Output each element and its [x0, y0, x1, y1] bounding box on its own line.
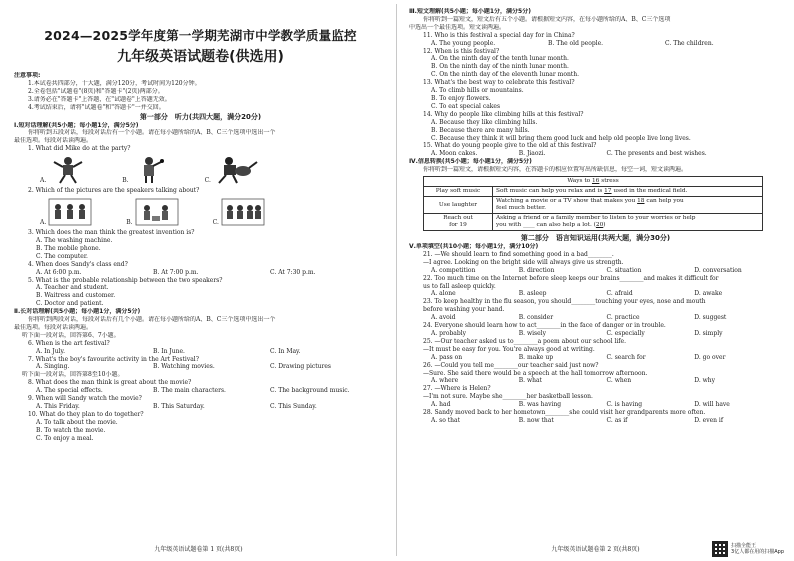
- page-footer: 九年级英语试题卷第 1 页(共8页): [154, 546, 243, 553]
- question-23-cont: before washing your hand.: [423, 306, 505, 314]
- picture-option-b: B.: [122, 156, 170, 184]
- question-23: 23. To keep healthy in the flu season, you should________touching your eyes, nose and mouth: [423, 298, 706, 306]
- instruction: 最佳选项。每段对话读两遍。: [14, 323, 93, 331]
- table-row: Reach out for 19 Asking a friend or a family member to listen to your worries or help you with ____ can also help a lot. (20): [424, 214, 763, 231]
- question-1-pictures: [14, 155, 387, 185]
- note-item: 3.请务必在"答题卡"上答题，在"试题卷"上答题无效。: [28, 95, 171, 103]
- dialog-instruction: 听下面一段对话，回答第8至10小题。: [22, 371, 124, 379]
- options-row: A. This Friday. B. This Saturday. C. This Sunday.: [36, 403, 317, 410]
- options-row: A. The special effects. B. The main characters. C. The background music.: [36, 387, 350, 395]
- scanner-watermark: [712, 541, 784, 557]
- options-row: A. competition B. direction C. situation D. conversation: [431, 266, 742, 274]
- scanner-app-tagline: 3亿人都在用的扫描App: [731, 549, 784, 555]
- section-heading: Ⅰ.短对话理解(共5小题；每小题1分，满分5分): [14, 121, 139, 129]
- options-row: A. so that B. now that C. as if D. even if: [431, 416, 724, 424]
- picture-option-c: C.: [205, 156, 259, 184]
- option: B. To enjoy flowers.: [431, 94, 491, 102]
- question-8: 8. What does the man think is great about the movie?: [28, 379, 192, 387]
- option: C. To eat special cakes: [431, 102, 501, 110]
- page-footer: 九年级英语试题卷第 2 页(共8页): [551, 546, 640, 553]
- note-item: 4.考试结束后，请将"试题卷"和"答题卡"一并交回。: [28, 103, 165, 111]
- instruction: 你将听到两段对话，每段对话后有几个小题。请在每小题所给的A、B、C三个选项中选出一个: [28, 316, 276, 324]
- picture-option-a: A.: [40, 156, 88, 184]
- notes-heading: 注意事项:: [14, 72, 41, 79]
- option: C. The computer.: [36, 252, 88, 260]
- question-9: 9. When will Sandy watch the movie?: [28, 395, 142, 403]
- option: B. The mobile phone.: [36, 244, 101, 252]
- options-row: A. avoid B. consider C. practice D. suggest: [431, 314, 727, 322]
- part2-heading: 第二部分 语言知识运用(共两大题，满分30分): [520, 234, 671, 243]
- instruction: 中选出一个最佳选项。短文读两遍。: [409, 23, 506, 31]
- info-table: [423, 176, 763, 231]
- exam-title: 2024—2025学年度第一学期芜湖市中学教学质量监控: [44, 28, 357, 43]
- page-2: [397, 0, 794, 561]
- question-5: 5. What is the probable relationship between the two speakers?: [28, 276, 223, 284]
- question-21: 21. —We should learn to find something good in a bad________.: [423, 250, 614, 258]
- section-heading: Ⅳ.信息转换(共5小题；每小题1分，满分5分): [409, 158, 532, 166]
- option: A. On the ninth day of the tenth lunar month.: [431, 55, 569, 63]
- dialog-instruction: 听下面一段对话，回答第6、7小题。: [22, 331, 120, 339]
- options-row: A. had B. was having C. is having D. will have: [431, 401, 730, 409]
- question-13: 13. What's the best way to celebrate this festival?: [423, 79, 575, 87]
- section-heading: Ⅲ.短文理解(共5小题；每小题1分，满分5分): [409, 8, 531, 15]
- option: B. To watch the movie.: [36, 426, 106, 434]
- section-heading: Ⅱ.长对话理解(共5小题；每小题1分，满分5分): [14, 308, 141, 316]
- question-22-cont: us to fall asleep quickly.: [423, 282, 496, 290]
- question-2: 2. Which of the pictures are the speakers talking about?: [28, 187, 200, 195]
- question-2-pictures: [14, 197, 387, 227]
- option: C. Because they think it will bring them good luck and help old people live long lives.: [431, 134, 691, 142]
- question-24: 24. Everyone should learn how to act________in the face of danger or in trouble.: [423, 322, 666, 330]
- question-27: 27. —Where is Helen?: [423, 385, 491, 393]
- instruction: 你将听到一篇短文，请根据短文内容，在答题卡的相应位置写出所缺信息，每空一词，短文读两遍。: [423, 166, 688, 174]
- option: A. The washing machine.: [36, 236, 113, 244]
- question-3: 3. Which does the man think the greatest invention is?: [28, 229, 195, 237]
- question-22: 22. Too much time on the Internet before sleep keeps our brains________and makes it difficult for: [423, 274, 719, 282]
- instruction: 最佳选项。每段对话读两遍。: [14, 137, 93, 145]
- instruction: 你将听到一篇短文，短文后有五个小题。请根据短文内容，在每小题所给的A、B、C三个选项: [423, 15, 671, 23]
- picture-option-c: C.: [213, 198, 265, 226]
- note-item: 1.本试卷共四部分，十大题，满分120分，考试时间为120分钟。: [28, 79, 201, 87]
- question-27-reply: —I'm not sure. Maybe she________her basketball lesson.: [423, 393, 593, 401]
- question-7: 7. What's the boy's favourite activity in the Art Festival?: [28, 355, 199, 363]
- question-26: 26. —Could you tell me________our teacher said just now?: [423, 361, 599, 369]
- options-row: A. pass on B. make up C. search for D. go over: [431, 353, 726, 361]
- option: A. To climb hills or mountains.: [431, 87, 524, 95]
- option: A. Teacher and student.: [36, 284, 109, 292]
- scanner-app-name: 扫描全能王: [731, 543, 757, 549]
- dancing-person-icon: [48, 156, 88, 184]
- exam-subtitle: 九年级英语试题卷(供选用): [117, 49, 284, 65]
- table-title: Ways to 16 stress: [424, 177, 763, 187]
- note-item: 2.全卷包括"试题卷"(8页)和"答题卡"(2页)两部分。: [28, 87, 164, 95]
- question-28: 28. Sandy moved back to her hometown________she could visit her grandparents more often.: [423, 409, 706, 417]
- instruction: 你将听到五段对话，每段对话后有一个小题。请在每小题所给的A、B、C三个选项中选出一个: [28, 129, 276, 137]
- question-21-reply: —I agree. Looking on the bright side will always give us strength.: [423, 258, 624, 266]
- option: B. On the ninth day of the ninth lunar month.: [431, 63, 569, 71]
- qr-code-icon: [712, 541, 728, 557]
- option: A. To talk about the movie.: [36, 418, 118, 426]
- table-row: Use laughter Watching a movie or a TV show that makes you 18 can help you feel much better.: [424, 197, 763, 214]
- options-row: A. In July. B. In June. C. In May.: [36, 347, 301, 355]
- option: C. On the ninth day of the eleventh lunar month.: [431, 71, 579, 79]
- option: C. Doctor and patient.: [36, 300, 104, 308]
- options-row: A. alone B. asleep C. afraid D. awake: [431, 290, 723, 298]
- question-15: 15. What do young people give to the old at this festival?: [423, 142, 597, 150]
- option: A. Because they like climbing hills.: [431, 118, 538, 126]
- options-row: A. At 6:00 p.m. B. At 7:00 p.m. C. At 7:30 p.m.: [36, 268, 316, 276]
- part1-heading: 第一部分 听力(共四大题，满分20分): [139, 112, 262, 121]
- people-group-icon: [135, 198, 179, 226]
- guitar-player-icon: [213, 156, 259, 184]
- option: B. Because there are many hills.: [431, 126, 530, 134]
- section-heading: Ⅴ.单项填空(共10小题；每小题1分，满分10分): [409, 243, 539, 251]
- picture-option-b: B.: [126, 198, 178, 226]
- question-10: 10. What do they plan to do together?: [28, 410, 144, 418]
- options-row: A. probably B. wisely C. especially D. simply: [431, 330, 723, 337]
- question-25-reply: —It must be easy for you. You're always good at writing.: [423, 345, 595, 353]
- question-4: 4. When does Sandy's class end?: [28, 260, 128, 268]
- singing-person-icon: [131, 156, 171, 184]
- people-group-icon: [48, 198, 92, 226]
- people-group-icon: [221, 198, 265, 226]
- option: B. Waitress and customer.: [36, 292, 116, 300]
- picture-option-a: A.: [40, 198, 92, 226]
- question-14: 14. Why do people like climbing hills at this festival?: [423, 110, 584, 118]
- options-row: A. where B. what C. when D. why: [431, 377, 716, 385]
- option: C. To enjoy a meal.: [36, 434, 94, 442]
- question-26-reply: —Sure. She said there would be a speech at the hall tomorrow afternoon.: [423, 369, 648, 377]
- table-row: Play soft music Soft music can help you relax and is 17 used in the medical field.: [424, 187, 763, 197]
- question-1: 1. What did Mike do at the party?: [28, 145, 131, 153]
- options-row: A. The young people. B. The old people. C. The children.: [431, 39, 714, 47]
- question-12: 12. When is this festival?: [423, 47, 500, 55]
- question-6: 6. When is the art festival?: [28, 339, 110, 347]
- question-25: 25. —Our teacher asked us to________a poem about our school life.: [423, 337, 626, 345]
- question-11: 11. Who is this festival a special day for in China?: [423, 31, 575, 39]
- options-row: A. Moon cakes. B. Jiaozi. C. The presents and best wishes.: [431, 150, 707, 158]
- options-row: A. Singing. B. Watching movies. C. Drawing pictures: [36, 363, 332, 371]
